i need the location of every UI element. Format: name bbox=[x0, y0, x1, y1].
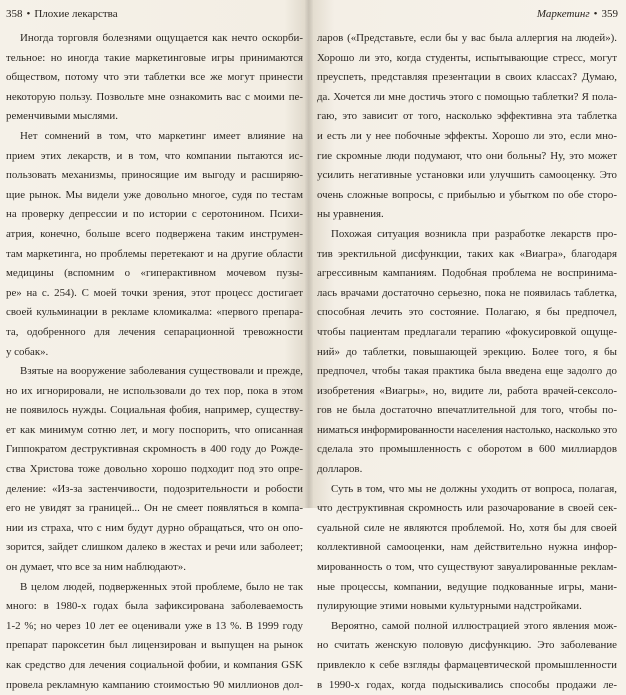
text-line: Вероятно, самой полной иллюстрацией этого явления мож- bbox=[331, 619, 617, 632]
text-line: атрия, конечно, больше всего подвержена таким инструмен- bbox=[6, 227, 303, 240]
right-body-text bbox=[317, 29, 617, 695]
text-line: агрессивным кампаниям. Подобная проблема не воспринима- bbox=[317, 267, 617, 280]
text-line: да. Хочется ли мне достичь этого с помощью таблетки? Я пола- bbox=[317, 90, 617, 103]
text-line: 1-2 %; но через 10 лет ее оценивали уже в 13 %. В 1999 году bbox=[6, 619, 303, 632]
text-line: тельное: но иногда такие маркетинговые игры принимаются bbox=[6, 51, 303, 64]
text-line: препарат пароксетин был лицензирован и выпущен на рынок bbox=[6, 639, 303, 652]
text-line: ременчивыми мыслями. bbox=[6, 110, 118, 123]
text-line: и есть ли у нее побочные эффекты. Хорошо ли это, если мно- bbox=[317, 129, 617, 142]
text-line: Гиппократом деструктивная скромность в 400 году до Рожде- bbox=[6, 443, 303, 456]
text-line: та, одобренного для лечения сепарационной тревожности bbox=[6, 325, 303, 338]
text-line: тив эректильной дисфункции, таких как «Виагра», благодаря bbox=[317, 247, 617, 260]
text-line: предпочел, чтобы такая практика была введена еще задолго до bbox=[317, 365, 617, 378]
text-line: он думает, что все за ним наблюдают». bbox=[6, 561, 186, 574]
text-line: ства Христова тоже довольно хорошо подходит под это опре- bbox=[6, 463, 303, 476]
text-line: коллективной самооценки, нам действительно нужна инфор- bbox=[317, 541, 617, 554]
bullet-separator: • bbox=[26, 8, 31, 20]
left-running-head bbox=[6, 6, 118, 22]
right-running-head bbox=[537, 6, 618, 22]
text-line: мированность о том, что существуют завуалированные реклам- bbox=[317, 561, 617, 574]
text-line: преуспеть, представляя презентации в своих классах? Думаю, bbox=[317, 71, 617, 84]
text-line: Иногда торговля болезнями ощущается как нечто оскорби- bbox=[20, 32, 303, 44]
text-line: гие скромные люди подумают, что они больны? Ну, это может bbox=[317, 149, 617, 162]
text-line: деление: «Из-за застенчивости, подозрительности и робости bbox=[6, 482, 303, 495]
text-line: усилить негативные установки или улучшить самооценку. Это bbox=[317, 169, 617, 182]
text-line: способная лечить это состояние. Полагаю, я бы предпочел, bbox=[317, 306, 617, 319]
text-line: Похожая ситуация возникла при разработке лекарств про- bbox=[331, 227, 617, 240]
right-section-title: Маркетинг bbox=[536, 8, 590, 20]
text-line: Хорошо ли это, когда студенты, испытывающие стресс, могут bbox=[317, 51, 617, 64]
text-line: зорится, зайдет слишком далеко в жестах и речи или заболеет; bbox=[6, 541, 303, 554]
text-line: некоторую пользу. Позвольте мне ознакомить вас с моими пе- bbox=[6, 90, 303, 103]
text-line: на проверку депрессии и по истории с серотонином. Психи- bbox=[6, 208, 303, 221]
text-line: там маркетинга, но проблемы перетекают и на другие области bbox=[6, 247, 303, 260]
text-line: ные процессы, компании, ведущие подкованные игры, мани- bbox=[317, 580, 617, 593]
text-line: Нет сомнений в том, что маркетинг имеет влияние на bbox=[20, 129, 303, 142]
text-line: нии из страха, что с ним будут дурно обращаться, что он опо- bbox=[6, 521, 303, 534]
text-line: сделала это промышленность с оборотом в 600 миллиардов bbox=[317, 443, 617, 456]
text-line: гов не была достаточно впечатлительной для того, чтобы по- bbox=[317, 404, 617, 417]
text-line: суальной силе не являются проблемой. Но, хотя бы для своей bbox=[317, 521, 617, 534]
bullet-separator: • bbox=[593, 8, 598, 20]
text-line: очень сложные вопросы, с прибылью и убытком по обе сторо- bbox=[317, 188, 617, 201]
text-line: много: в 1980-х годах была зафиксирована заболеваемость bbox=[6, 600, 303, 613]
text-line: что деструктивная скромность или разочарование в своей сек- bbox=[317, 502, 617, 515]
text-line: провела рекламную кампанию стоимостью 90 миллионов дол- bbox=[6, 678, 303, 691]
text-line: привлекло к себе взгляды фармацевтической промышленности bbox=[317, 659, 617, 671]
text-line: его не увидят за границей... Он не смеет появляться в компа- bbox=[6, 502, 303, 515]
text-line: в 1990-х годах, когда подыскивались способы продажи ле- bbox=[317, 678, 617, 691]
text-line: В целом людей, подверженных этой проблеме, было не так bbox=[20, 580, 303, 593]
text-line: Суть в том, что мы не должны уходить от вопроса, полагая, bbox=[331, 482, 617, 495]
text-line: изобретения «Виагры», но, видите ли, работа врачей-сексоло- bbox=[317, 384, 617, 397]
text-line: гаю, это зависит от того, насколько эффективна эта таблетка bbox=[317, 110, 617, 123]
left-body-text bbox=[6, 29, 303, 695]
text-line: ны уравнения. bbox=[317, 208, 384, 221]
text-line: у собак». bbox=[6, 345, 49, 358]
left-section-title: Плохие лекарства bbox=[34, 8, 118, 20]
text-line: ниматься информированности населения настолько, насколько это bbox=[317, 423, 617, 436]
text-line: чтобы пациентам предлагали терапию «фокусировкой ощуще- bbox=[317, 325, 617, 338]
right-page-number: 359 bbox=[601, 8, 618, 20]
text-line: ний» до таблетки, повышающей эрекцию. Более того, я бы bbox=[317, 345, 617, 358]
text-line: обществом, потому что эти таблетки все же могут принести bbox=[6, 71, 303, 84]
text-line: медицины (вспомним о «гиперактивном мочевом пузы- bbox=[6, 267, 303, 280]
text-line: прием этих лекарств, и в том, что компании пытаются ис- bbox=[6, 149, 303, 162]
text-line: долларов. bbox=[317, 463, 363, 476]
left-page-number: 358 bbox=[6, 8, 23, 20]
text-line: щие рынок. Мы видели уже довольно многое, судя по тестам bbox=[6, 188, 303, 201]
text-line: пользовать механизмы, приносящие им выгоду и расширяю- bbox=[6, 169, 303, 182]
text-line: ет как минимум сотню лет, и могу поспорить, что описанная bbox=[6, 423, 303, 436]
text-line: как средство для лечения социальной фобии, и компания GSK bbox=[6, 659, 303, 671]
text-line: ре» на с. 254). С моей точки зрения, этот процесс достигает bbox=[6, 286, 303, 299]
text-line: но считать женскую половую дисфункцию. Это заболевание bbox=[317, 639, 617, 652]
text-line: лась врачами достаточно серьезно, пока не появилась таблетка, bbox=[317, 286, 617, 299]
text-line: ларов («Представьте, если бы у вас была аллергия на людей»). bbox=[317, 32, 617, 44]
text-line: не появилось нужды. Социальная фобия, например, существу- bbox=[6, 404, 303, 417]
text-line: пулирующие этими новыми культурными надстройками. bbox=[317, 600, 582, 613]
text-line: своей кульминации в рекламе кломикалма: «первого препара- bbox=[6, 306, 303, 319]
text-line: Взятые на вооружение заболевания существовали и прежде, bbox=[20, 365, 303, 378]
book-gutter bbox=[305, 0, 313, 508]
text-line: но их игнорировали, не использовали до тех пор, пока в этом bbox=[6, 384, 303, 397]
